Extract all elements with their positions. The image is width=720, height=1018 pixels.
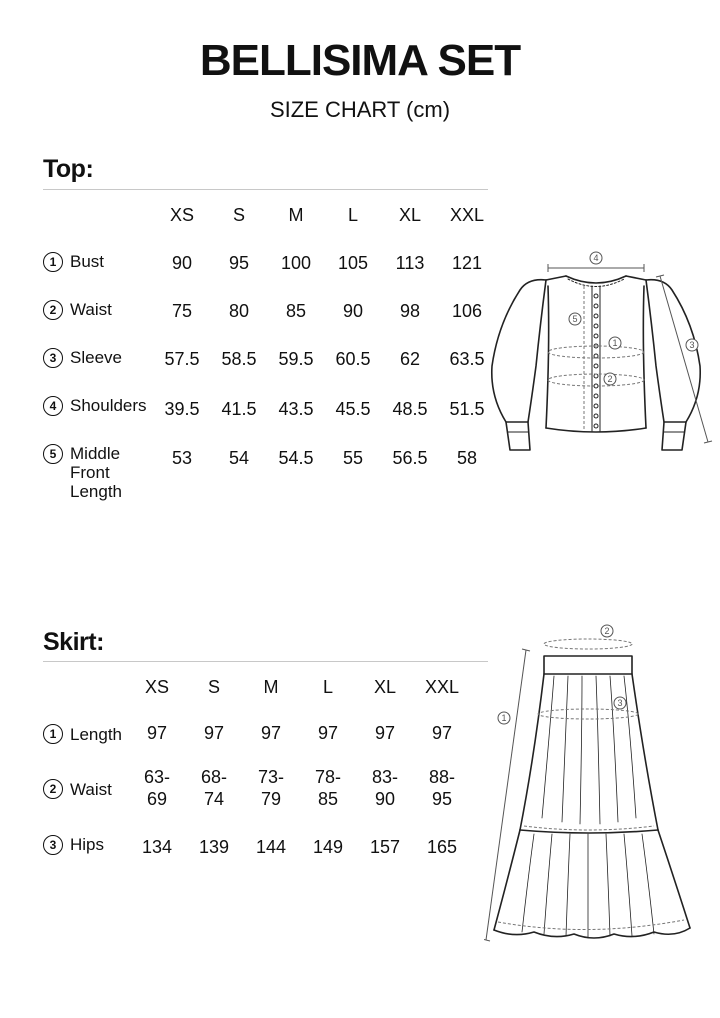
table-cell	[129, 766, 185, 810]
top-section-heading: Top:	[43, 155, 94, 183]
table-cell: 95	[228, 253, 250, 273]
row-label: Waist	[70, 300, 112, 319]
table-cell: 165	[426, 837, 458, 857]
row-label: Sleeve	[70, 348, 122, 367]
row-label: Bust	[70, 252, 105, 271]
table-cell: 90	[171, 253, 193, 273]
table-cell: 80	[228, 301, 250, 321]
skirt-size-header: M	[263, 677, 279, 697]
measure-number-badge: 1	[43, 252, 63, 272]
row-label-line: Front	[70, 463, 110, 482]
table-cell: 55	[342, 448, 364, 468]
skirt-size-header: XXL	[424, 677, 460, 697]
measure-number-badge: 3	[43, 348, 63, 368]
table-cell: 56.5	[392, 448, 428, 468]
range-line: 83-	[371, 767, 398, 787]
row-label: Hips	[70, 835, 105, 854]
table-cell: 144	[255, 837, 287, 857]
range-line: 69	[146, 789, 168, 809]
measure-number-badge: 4	[43, 396, 63, 416]
table-cell	[186, 766, 242, 810]
skirt-size-header: L	[322, 677, 333, 697]
measure-number-badge: 1	[43, 724, 63, 744]
table-cell: 97	[146, 723, 168, 743]
top-section-divider	[43, 189, 488, 190]
top-size-header: XXL	[449, 205, 485, 225]
table-cell: 97	[431, 723, 453, 743]
table-cell	[243, 766, 299, 810]
measure-number-badge: 5	[43, 444, 63, 464]
table-cell: 43.5	[278, 399, 314, 419]
marker-label: 3	[689, 340, 695, 350]
table-cell: 113	[395, 253, 425, 273]
table-cell: 97	[374, 723, 396, 743]
table-cell: 85	[285, 301, 307, 321]
table-cell: 48.5	[392, 399, 428, 419]
measure-number-badge: 2	[43, 300, 63, 320]
table-cell: 58	[456, 448, 478, 468]
top-size-header: XS	[169, 205, 194, 225]
page-title: BELLISIMA SET	[199, 36, 521, 85]
marker-label: 4	[593, 253, 599, 263]
range-line: 78-	[314, 767, 341, 787]
table-cell: 100	[280, 253, 312, 273]
table-cell: 63.5	[449, 349, 485, 369]
table-cell: 106	[451, 301, 483, 321]
table-cell: 75	[171, 301, 193, 321]
skirt-size-header: XL	[373, 677, 397, 697]
table-cell: 105	[337, 253, 369, 273]
table-cell: 149	[312, 837, 344, 857]
skirt-size-header: XS	[144, 677, 169, 697]
range-line: 68-	[200, 767, 227, 787]
table-cell: 53	[171, 448, 193, 468]
range-line: 85	[317, 789, 339, 809]
skirt-section-heading: Skirt:	[43, 628, 104, 656]
row-label: Waist	[70, 780, 112, 799]
blouse-illustration	[484, 246, 720, 466]
marker-label: 1	[501, 713, 507, 723]
measure-number-badge: 3	[43, 835, 63, 855]
table-cell: 60.5	[335, 349, 371, 369]
table-cell	[414, 766, 470, 810]
table-cell: 139	[198, 837, 230, 857]
measure-number-badge: 2	[43, 779, 63, 799]
table-cell: 98	[399, 301, 421, 321]
marker-label: 2	[604, 626, 610, 636]
row-label	[70, 444, 122, 501]
table-cell: 59.5	[278, 349, 314, 369]
top-size-header: M	[288, 205, 304, 225]
range-line: 63-	[143, 767, 170, 787]
table-cell: 157	[369, 837, 401, 857]
table-cell: 90	[342, 301, 364, 321]
table-cell: 54.5	[278, 448, 314, 468]
top-size-header: XL	[398, 205, 422, 225]
table-cell: 51.5	[449, 399, 485, 419]
table-cell: 121	[451, 253, 483, 273]
range-line: 74	[203, 789, 225, 809]
top-size-header: S	[232, 205, 245, 225]
table-cell: 97	[317, 723, 339, 743]
range-line: 73-	[257, 767, 284, 787]
range-line: 95	[431, 789, 453, 809]
table-cell: 134	[141, 837, 173, 857]
range-line: 79	[260, 789, 282, 809]
marker-label: 5	[572, 314, 578, 324]
table-cell	[357, 766, 413, 810]
table-cell: 58.5	[221, 349, 257, 369]
table-cell: 54	[228, 448, 250, 468]
skirt-size-header: S	[207, 677, 220, 697]
marker-label: 2	[607, 374, 613, 384]
marker-label: 1	[612, 338, 618, 348]
skirt-section-divider	[43, 661, 488, 662]
table-cell: 41.5	[221, 399, 257, 419]
table-cell: 97	[203, 723, 225, 743]
row-label-line: Length	[70, 482, 122, 501]
table-cell: 39.5	[164, 399, 200, 419]
top-size-header: L	[347, 205, 358, 225]
skirt-illustration	[484, 618, 704, 950]
table-cell	[300, 766, 356, 810]
page-subtitle: SIZE CHART (cm)	[269, 97, 451, 122]
marker-label: 3	[617, 698, 623, 708]
row-label-line: Middle	[70, 444, 121, 463]
table-cell: 97	[260, 723, 282, 743]
row-label: Length	[70, 725, 122, 744]
table-cell: 57.5	[164, 349, 200, 369]
table-cell: 62	[399, 349, 421, 369]
table-cell: 45.5	[335, 399, 371, 419]
range-line: 90	[374, 789, 396, 809]
row-label: Shoulders	[70, 396, 147, 415]
range-line: 88-	[428, 767, 455, 787]
